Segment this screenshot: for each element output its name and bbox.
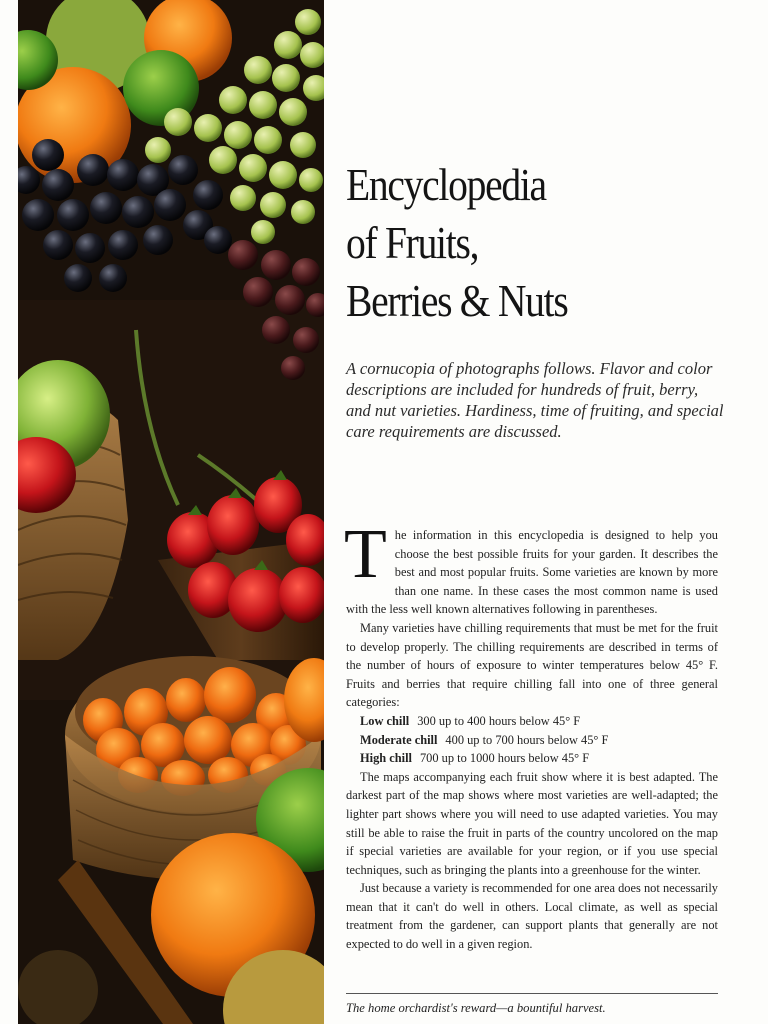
fruit-harvest-photo xyxy=(18,0,324,1024)
body-paragraph-2: Many varieties have chilling requirements that must be met for the fruit to develop properly. The chilling requirements are described in terms of the number of hours of exposure to winter temperatures below 45° F. Fruits and berries that require chilling fall into one of three general categories: xyxy=(346,620,718,710)
caption-divider xyxy=(346,993,718,994)
page-title xyxy=(346,156,673,330)
intro-paragraph: A cornucopia of photographs follows. Flavor and color descriptions are included for hundreds of fruit, berry, and nut varieties. Hardiness, time of fruiting, and special care requirements are discussed. xyxy=(346,359,724,441)
chill-row-moderate xyxy=(346,731,718,750)
chill-value: 300 up to 400 hours below 45° F xyxy=(417,713,581,728)
body-paragraph-1-text: he information in this encyclopedia is designed to help you choose the best possible fruits for your garden. It describes the best and most popular fruits. Some varieties are known by more than one name. In these cases the most common name is used with the less well known alternatives following in parentheses. xyxy=(346,528,718,617)
fruit-harvest-illustration xyxy=(18,0,324,1024)
chill-label: Low chill xyxy=(360,713,410,728)
chill-label: Moderate chill xyxy=(360,732,438,747)
chill-value: 400 up to 700 hours below 45° F xyxy=(445,732,609,747)
body-paragraph-3: The maps accompanying each fruit show where it is best adapted. The darkest part of the map shows where most varieties are well-adapted; the lighter part shows where you will need to use adapted varieties. You may still be able to raise the fruit in parts of the country uncolored on the map if special varieties are available for your region, or if you use special techniques, such as bringing the plants into a greenhouse for the winter. xyxy=(346,769,718,877)
chill-row-low xyxy=(346,712,718,731)
title-line-1: Encyclopedia xyxy=(346,159,546,210)
photo-caption: The home orchardist's reward—a bountiful harvest. xyxy=(346,1001,606,1015)
body-text xyxy=(344,516,718,954)
chill-label: High chill xyxy=(360,751,412,766)
title-line-3: Berries & Nuts xyxy=(346,275,568,326)
chill-row-high xyxy=(346,749,718,768)
body-paragraph-4: Just because a variety is recommended for one area does not necessarily mean that it can't do well in others. Local climate, as well as special treatment from the gardener, can support plants that generally are not expected to do well in a given region. xyxy=(346,881,718,952)
body-paragraph-1 xyxy=(344,516,718,619)
chill-value: 700 up to 1000 hours below 45° F xyxy=(419,751,590,766)
title-line-2: of Fruits, xyxy=(346,217,479,268)
drop-cap: T xyxy=(344,516,387,593)
